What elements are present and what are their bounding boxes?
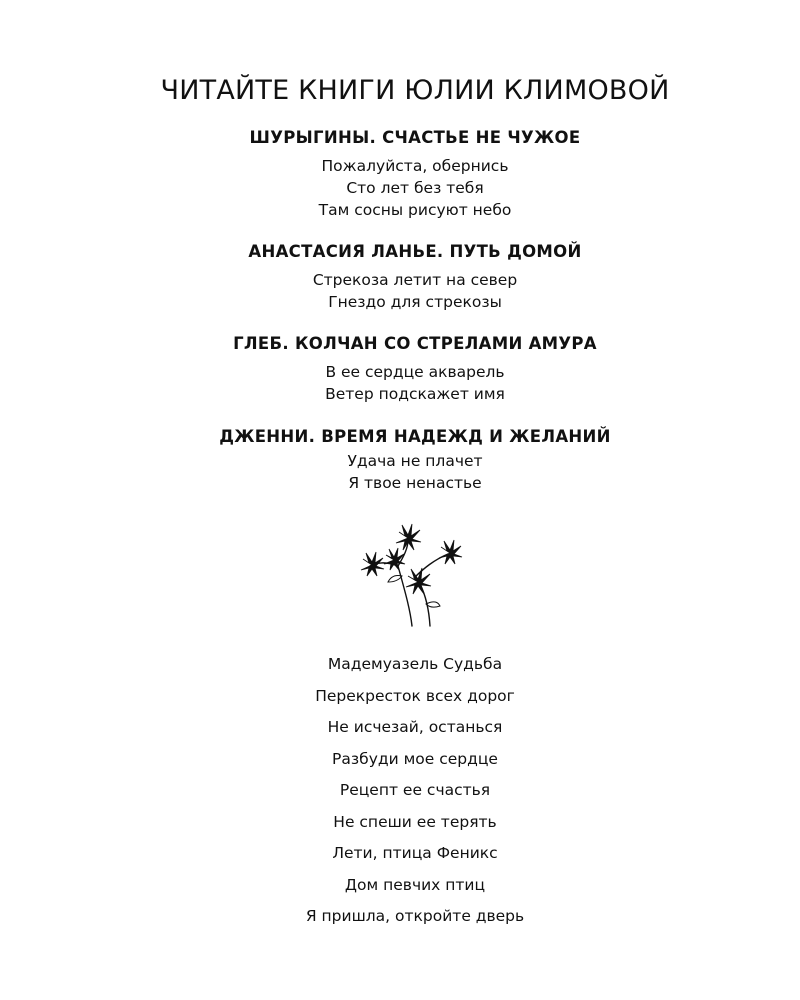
book-title: Сто лет без тебя [346, 179, 484, 197]
series-title: АНАСТАСИЯ ЛАНЬЕ. ПУТЬ ДОМОЙ [248, 242, 582, 261]
book-title: Лети, птица Феникс [332, 844, 498, 862]
book-title: Мадемуазель Судьба [327, 655, 503, 673]
series-block-gleb [0, 332, 800, 405]
book-title: Гнездо для стрекозы [328, 293, 502, 311]
series-book-list [0, 269, 800, 313]
book-title: Не исчезай, останься [327, 718, 503, 736]
book-title: Не спеши ее терять [333, 812, 497, 831]
book-title: Удача не плачет [347, 452, 483, 470]
book-title: Стрекоза летит на север [312, 271, 518, 289]
series-block-anastasia [0, 240, 800, 313]
book-title: Перекресток всех дорог [315, 686, 515, 705]
book-title: Там сосны рисуют небо [318, 201, 512, 219]
series-block-jenny [0, 425, 800, 494]
book-title: Я твое ненастье [348, 474, 482, 492]
flower-sprig-illustration [352, 518, 482, 630]
page-title: ЧИТАЙТЕ КНИГИ ЮЛИИ КЛИМОВОЙ [160, 75, 670, 106]
book-title: Разбуди мое сердце [332, 749, 498, 768]
series-book-list [0, 450, 800, 494]
book-title: Ветер подскажет имя [325, 385, 505, 403]
series-title: ШУРЫГИНЫ. СЧАСТЬЕ НЕ ЧУЖОЕ [249, 128, 581, 147]
series-block-shurygins [0, 126, 800, 221]
series-title: ДЖЕННИ. ВРЕМЯ НАДЕЖД И ЖЕЛАНИЙ [219, 427, 611, 446]
series-book-list [0, 361, 800, 405]
book-title: В ее сердце акварель [325, 363, 505, 381]
standalone-book-list [0, 649, 800, 933]
series-book-list [0, 155, 800, 221]
book-title: Дом певчих птиц [344, 875, 486, 894]
book-title: Пожалуйста, обернись [321, 157, 509, 175]
book-title: Я пришла, откройте дверь [305, 907, 525, 925]
book-title: Рецепт ее счастья [339, 781, 491, 799]
series-title: ГЛЕБ. КОЛЧАН СО СТРЕЛАМИ АМУРА [233, 334, 597, 353]
